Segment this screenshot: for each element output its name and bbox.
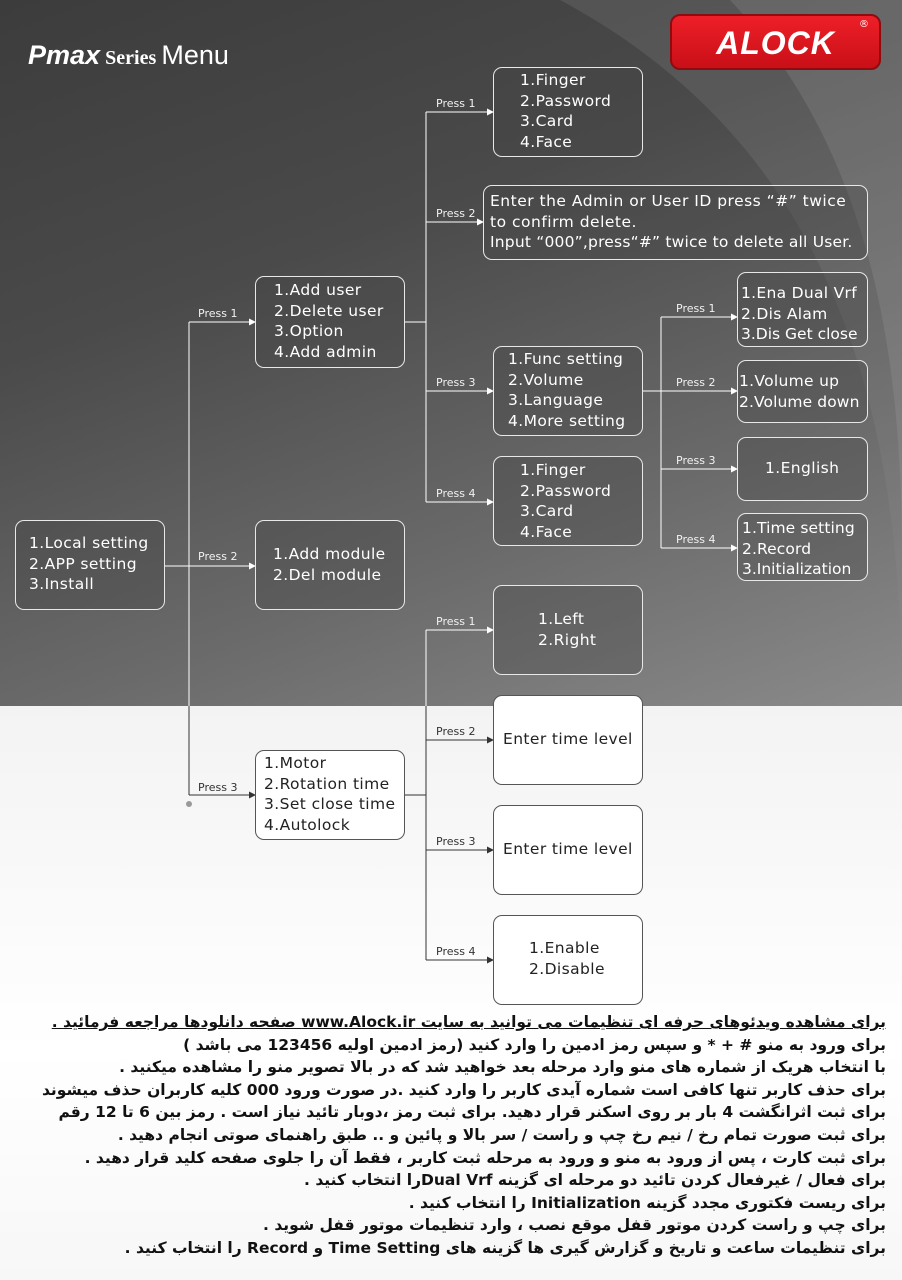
menu-item: 2.Dis Alam xyxy=(741,304,828,323)
menu-item: 2.Record xyxy=(742,539,812,558)
install-connectors xyxy=(405,630,493,960)
local-setting-box xyxy=(255,276,405,368)
delete-user-box xyxy=(483,185,868,260)
instruction-line: Input “000”,press“#” twice to delete all User. xyxy=(490,233,853,251)
root-spine-end xyxy=(186,801,192,807)
press-label: Press 3 xyxy=(436,835,476,848)
root-menu-box xyxy=(15,520,165,610)
user-menu-connectors xyxy=(405,112,493,502)
menu-item: 3.Install xyxy=(29,575,95,593)
menu-item: 3.Dis Get close xyxy=(741,325,858,343)
menu-item: 2.APP setting xyxy=(29,554,137,573)
menu-item: 1.Add module xyxy=(273,545,386,563)
menu-item: 1.English xyxy=(765,459,840,477)
instructions-notes xyxy=(16,1011,886,1260)
menu-item: 4.Autolock xyxy=(264,815,351,834)
menu-item: 2.Password xyxy=(520,481,612,500)
menu-item: 2.Delete user xyxy=(274,301,384,320)
menu-item: 2.Right xyxy=(538,630,597,649)
menu-item: 3.Initialization xyxy=(742,560,852,578)
note-line: برای ثبت اثرانگشت 4 بار بر روی اسکنر قرار دهید. برای ثبت رمز ،دوبار تائید نیاز است . رمز بین 6 تا 12 رقم xyxy=(58,1103,886,1122)
press-label: Press 2 xyxy=(198,550,238,563)
press-label: Press 1 xyxy=(436,97,476,110)
note-line: برای چپ و راست کردن موتور قفل موقع نصب ، وارد تنظیمات موتور قفل شوید . xyxy=(263,1216,886,1235)
motor-box xyxy=(493,585,643,675)
note-line: برای فعال / غیرفعال کردن تائید دو مرحله ای گزینه Dual Vrfرا انتخاب کنید . xyxy=(304,1171,886,1190)
add-user-box xyxy=(493,67,643,157)
note-line: با انتخاب هریک از شماره های منو وارد مرحله بعد خواهید شد که در بالا تصویر منو را مشاهده میکنید . xyxy=(119,1058,886,1077)
set-close-time-box xyxy=(493,805,643,895)
menu-item: 3.Set close time xyxy=(264,795,396,813)
title-menu: Menu xyxy=(161,40,229,70)
press-label: Press 3 xyxy=(676,454,716,467)
autolock-box xyxy=(493,915,643,1005)
press-label: Press 3 xyxy=(436,376,476,389)
menu-item: 4.Face xyxy=(520,132,573,151)
menu-item: 2.Rotation time xyxy=(264,774,390,793)
rotation-time-box xyxy=(493,695,643,785)
menu-item: 3.Card xyxy=(520,502,574,520)
note-line: برای ریست فکتوری مجدد گزینه Initialization را انتخاب کنید . xyxy=(408,1193,886,1212)
func-setting-box xyxy=(737,272,868,347)
menu-item: 2.Password xyxy=(520,91,612,110)
menu-item: 1.Local setting xyxy=(29,534,149,552)
menu-item: 1.Left xyxy=(538,610,585,628)
instruction-line: Enter the Admin or User ID press “#” twice xyxy=(490,192,847,210)
menu-item: 3.Option xyxy=(274,322,344,340)
press-label: Press 3 xyxy=(198,781,238,794)
option-box xyxy=(493,346,643,436)
language-box xyxy=(737,437,868,501)
menu-item: 3.Language xyxy=(508,391,604,409)
note-line: برای تنظیمات ساعت و تاریخ و گزارش گیری ها گزینه های Time Setting و Record را انتخاب کنید . xyxy=(124,1238,886,1257)
menu-item: 1.Enable xyxy=(529,939,600,957)
menu-item: 4.More setting xyxy=(508,411,626,430)
logo-text: ALOCK xyxy=(716,25,835,61)
menu-item: 4.Face xyxy=(520,522,573,541)
instruction-line: Enter time level xyxy=(503,730,633,748)
menu-item: 1.Time setting xyxy=(742,519,855,537)
press-label: Press 1 xyxy=(198,307,238,320)
title-brand: Pmax xyxy=(28,40,101,70)
press-label: Press 2 xyxy=(436,207,476,220)
press-label: Press 1 xyxy=(436,615,476,628)
app-setting-box xyxy=(255,520,405,610)
add-admin-box xyxy=(493,456,643,546)
press-label: Press 4 xyxy=(436,945,476,958)
press-label: Press 2 xyxy=(676,376,716,389)
menu-item: 1.Add user xyxy=(274,281,362,299)
instruction-line: Enter time level xyxy=(503,840,633,858)
note-line: برای مشاهده ویدئوهای حرفه ای تنظیمات می توانید به سایت www.Alock.ir صفحه دانلودها مراجعه فرمائید . xyxy=(51,1013,886,1031)
volume-box xyxy=(737,360,868,423)
press-label: Press 4 xyxy=(436,487,476,500)
install-box xyxy=(255,750,405,840)
instruction-line: to confirm delete. xyxy=(490,212,637,231)
note-line: برای ثبت صورت تمام رخ / نیم رخ چپ و راست / سر بالا و پائین و .. طبق راهنمای صوتی انجام دهید . xyxy=(117,1125,886,1144)
menu-item: 3.Card xyxy=(520,112,574,130)
menu-item: 1.Finger xyxy=(520,71,586,89)
note-line: برای ورود به منو # + * و سپس رمز ادمین را وارد کنید (رمز ادمین اولیه 123456 می باشد ) xyxy=(183,1035,886,1054)
menu-item: 1.Motor xyxy=(264,754,327,772)
menu-item: 2.Del module xyxy=(273,565,382,584)
press-label: Press 2 xyxy=(436,725,476,738)
note-line: برای حذف کاربر تنها کافی است شماره آیدی کاربر را وارد کنید .در صورت ورود 000 کلیه کاربران حذف میشوند xyxy=(41,1080,886,1099)
press-label: Press 4 xyxy=(676,533,716,546)
title-series: Series xyxy=(105,47,157,69)
registered-mark: ® xyxy=(859,19,869,30)
menu-item: 1.Ena Dual Vrf xyxy=(741,284,857,302)
root-connectors xyxy=(165,322,255,807)
menu-item: 2.Volume xyxy=(508,370,584,389)
option-connectors xyxy=(643,317,737,548)
menu-item: 2.Disable xyxy=(529,959,605,978)
menu-item: 1.Finger xyxy=(520,461,586,479)
menu-item: 2.Volume down xyxy=(739,392,860,411)
menu-item: 1.Volume up xyxy=(739,372,840,390)
menu-item: 1.Func setting xyxy=(508,350,624,368)
press-label: Press 1 xyxy=(676,302,716,315)
menu-item: 4.Add admin xyxy=(274,342,377,361)
note-line: برای ثبت کارت ، پس از ورود به منو و ورود به مرحله ثبت کاربر ، فقط آن را جلوی صفحه کلید قرار دهید . xyxy=(84,1148,886,1167)
more-setting-box xyxy=(737,513,868,581)
